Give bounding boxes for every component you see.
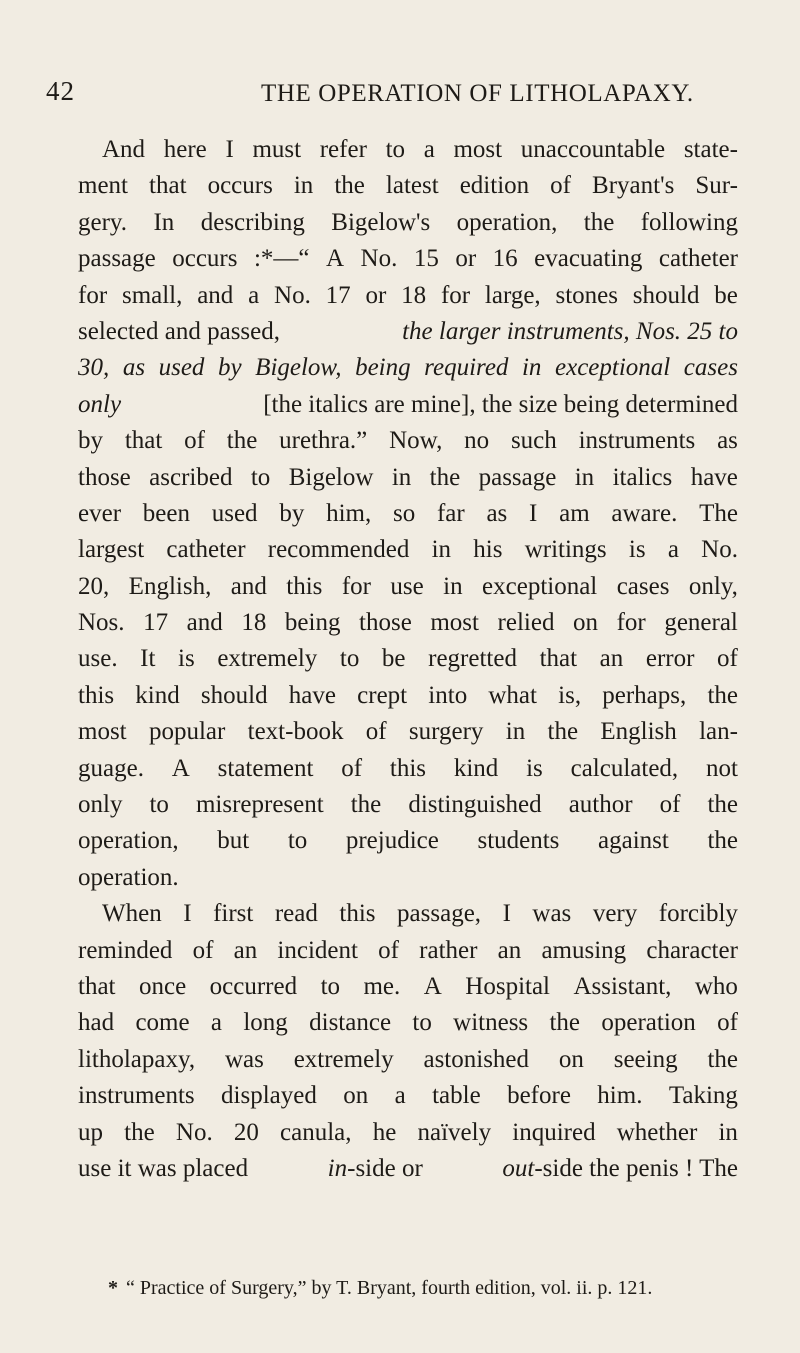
- word: him.: [597, 1082, 643, 1110]
- word: in: [293, 172, 314, 200]
- word: this: [389, 754, 427, 782]
- word: before: [507, 1082, 571, 1110]
- word: read: [274, 900, 318, 928]
- word: the: [124, 1118, 155, 1146]
- word: or: [365, 281, 387, 309]
- text-segment: selected and passed,: [78, 317, 281, 345]
- word: a: [667, 536, 679, 564]
- word: as: [122, 354, 146, 382]
- word: misrepresent: [195, 791, 324, 819]
- word: largest: [78, 536, 145, 564]
- word: operation,: [456, 208, 558, 236]
- word: kind: [453, 754, 499, 782]
- word: relied: [497, 609, 555, 637]
- word: that: [124, 427, 163, 455]
- word: of: [378, 936, 399, 964]
- word: 18: [241, 609, 267, 637]
- word: been: [142, 499, 190, 527]
- text-line: [78, 350, 738, 386]
- word: and: [230, 572, 267, 600]
- word: A: [423, 972, 442, 1000]
- word: in: [505, 718, 526, 746]
- word: catheter: [658, 245, 738, 273]
- word: in: [718, 1118, 738, 1146]
- word: It: [140, 645, 156, 673]
- word: most: [453, 136, 503, 163]
- text-line: [78, 460, 738, 496]
- word: no: [464, 427, 490, 455]
- word: an: [599, 645, 624, 673]
- word: English,: [128, 572, 212, 600]
- text-line: [78, 1115, 738, 1151]
- word: that: [78, 972, 116, 1000]
- word: English: [600, 718, 677, 746]
- word: long: [243, 1009, 288, 1037]
- word: following: [640, 208, 738, 236]
- word: No.: [274, 281, 311, 309]
- word: had: [78, 1009, 115, 1037]
- word: witness: [453, 1009, 529, 1037]
- word: Assistant,: [573, 972, 672, 1000]
- word: should: [200, 681, 268, 709]
- italic-segment: out: [502, 1154, 535, 1182]
- word: distance: [309, 1009, 392, 1037]
- text-line: [78, 714, 738, 750]
- word: and: [186, 609, 223, 637]
- word: to: [339, 645, 360, 673]
- word: ever: [78, 499, 122, 527]
- word: such: [510, 427, 557, 455]
- word: Nos.: [78, 609, 125, 637]
- word: passage,: [397, 900, 482, 928]
- running-title: THE OPERATION OF LITHOLAPAXY.: [261, 80, 694, 107]
- text-line: [78, 132, 738, 168]
- text-segment: [the italics are mine], the size being determined: [263, 390, 738, 418]
- word: Taking: [668, 1082, 738, 1110]
- word: an: [497, 936, 522, 964]
- word: extremely: [217, 645, 318, 673]
- word: of: [365, 718, 387, 746]
- word: up: [78, 1118, 103, 1146]
- word: unaccountable: [520, 136, 666, 163]
- word: When: [102, 900, 162, 928]
- word: the: [707, 827, 738, 855]
- word: ascribed: [149, 463, 233, 491]
- word: 16: [492, 245, 518, 273]
- footnote: [108, 1277, 758, 1300]
- word: 20: [233, 1118, 259, 1146]
- word: rather: [419, 936, 478, 964]
- word: And: [102, 136, 146, 163]
- text-line: [78, 278, 738, 314]
- word: calculated,: [570, 754, 679, 782]
- word: I: [502, 900, 511, 928]
- body-text: [78, 132, 738, 1187]
- word: the: [707, 791, 738, 819]
- word: of: [550, 172, 571, 200]
- text-segment: [502, 1151, 738, 1187]
- word: litholapaxy,: [78, 1045, 196, 1073]
- word: perhaps,: [602, 681, 687, 709]
- word: ment: [78, 172, 128, 200]
- word: be: [381, 645, 406, 673]
- word: reminded: [78, 936, 173, 964]
- text-line: [78, 314, 738, 350]
- word: to: [412, 1009, 432, 1037]
- word: this: [286, 572, 323, 600]
- word: so: [392, 499, 416, 527]
- word: that: [149, 172, 187, 200]
- text-segment: -side or: [347, 1154, 423, 1182]
- word: who: [694, 972, 738, 1000]
- word: as: [717, 427, 738, 455]
- italic-segment: only: [78, 390, 122, 418]
- text-line: [78, 1078, 738, 1114]
- text-line: [78, 751, 738, 787]
- word: regretted: [428, 645, 517, 673]
- word: the: [334, 172, 365, 200]
- word: The: [699, 499, 738, 527]
- word: students: [477, 827, 560, 855]
- word: of: [184, 427, 205, 455]
- word: those: [78, 463, 131, 491]
- word: the: [547, 718, 579, 746]
- word: 17: [325, 281, 351, 309]
- text-segment: [328, 1151, 423, 1187]
- word: a: [423, 136, 435, 163]
- word: passage: [78, 245, 156, 273]
- word: general: [664, 609, 738, 637]
- word: is: [526, 754, 543, 782]
- word: most: [78, 718, 127, 746]
- text-line: [78, 496, 738, 532]
- word: No.: [701, 536, 738, 564]
- word: displayed: [221, 1082, 317, 1110]
- word: he: [372, 1118, 397, 1146]
- word: his: [473, 536, 503, 564]
- word: occurs: [207, 172, 273, 200]
- word: latest: [385, 172, 439, 200]
- word: Hospital: [465, 972, 550, 1000]
- word: was: [224, 1045, 264, 1073]
- word: stones: [555, 281, 618, 309]
- word: Bigelow's: [331, 208, 431, 236]
- word: text-book: [247, 718, 344, 746]
- word: seeing: [613, 1045, 678, 1073]
- word: writings: [524, 536, 607, 564]
- page-number: 42: [46, 76, 75, 106]
- word: forcibly: [658, 900, 738, 928]
- word: on: [343, 1082, 369, 1110]
- word: Sur-: [695, 172, 738, 200]
- word: small,: [121, 281, 183, 309]
- word: crept: [357, 681, 408, 709]
- word: of: [659, 791, 681, 819]
- word: naïvely: [417, 1118, 492, 1146]
- word: exceptional: [482, 572, 598, 600]
- text-line: [78, 569, 738, 605]
- text-line: [78, 1005, 738, 1041]
- text-line: [78, 423, 738, 459]
- text-line: [78, 1042, 738, 1078]
- word: to: [250, 463, 271, 491]
- text-line: [78, 896, 738, 932]
- text-segment: use it was placed: [78, 1154, 249, 1182]
- word: surgery: [408, 718, 484, 746]
- word: a: [248, 281, 260, 309]
- text-line: [78, 532, 738, 568]
- word: come: [135, 1009, 190, 1037]
- word: 30,: [78, 354, 110, 382]
- word: in: [391, 463, 412, 491]
- word: used: [158, 354, 205, 382]
- text-line: [78, 241, 738, 277]
- word: an: [233, 936, 258, 964]
- italic-segment: the larger instruments, Nos. 25 to: [402, 317, 738, 345]
- word: guage.: [78, 754, 144, 782]
- word: statement: [217, 754, 314, 782]
- word: state-: [683, 136, 738, 163]
- word: a: [394, 1082, 406, 1110]
- word: once: [138, 972, 187, 1000]
- word: the: [429, 463, 461, 491]
- word: the: [583, 208, 615, 236]
- footnote-mark: *: [108, 1277, 118, 1299]
- word: is: [178, 645, 195, 673]
- word: 17: [143, 609, 169, 637]
- word: to: [320, 972, 341, 1000]
- word: by: [279, 499, 305, 527]
- word: to: [149, 791, 169, 819]
- word: extremely: [293, 1045, 394, 1073]
- word: passage: [478, 463, 557, 491]
- word: cases: [683, 354, 738, 382]
- word: but: [217, 827, 250, 855]
- text-line: [78, 205, 738, 241]
- word: incident: [277, 936, 358, 964]
- word: Now,: [389, 427, 443, 455]
- text-line: [78, 605, 738, 641]
- word: and: [197, 281, 234, 309]
- word: No.: [360, 245, 398, 273]
- word: italics: [612, 463, 673, 491]
- word: am: [559, 499, 590, 527]
- word: I: [225, 136, 234, 163]
- word: canula,: [280, 1118, 352, 1146]
- page-header: [38, 76, 768, 110]
- word: of: [341, 754, 363, 782]
- word: against: [598, 827, 669, 855]
- word: A: [326, 245, 345, 273]
- word: author: [568, 791, 633, 819]
- word: refer: [319, 136, 367, 163]
- word: in: [574, 463, 595, 491]
- word: into: [428, 681, 468, 709]
- word: very: [592, 900, 638, 928]
- word: the: [707, 681, 738, 709]
- word: not: [706, 754, 738, 782]
- text-segment: -side the penis ! The: [534, 1154, 738, 1182]
- footnote-text: “ Practice of Surgery,” by T. Bryant, fourth edition, vol. ii. p. 121.: [126, 1277, 653, 1299]
- word: was: [532, 900, 572, 928]
- word: only,: [688, 572, 738, 600]
- word: be: [714, 281, 738, 309]
- word: :*—“: [253, 245, 310, 273]
- word: have: [690, 463, 738, 491]
- word: recommended: [267, 536, 410, 564]
- word: being: [284, 609, 341, 637]
- word: gery.: [78, 208, 128, 236]
- word: kind: [135, 681, 180, 709]
- word: popular: [148, 718, 226, 746]
- word: In: [153, 208, 175, 236]
- text-line: [78, 387, 738, 423]
- text-line: [78, 641, 738, 677]
- word: exceptional: [555, 354, 671, 382]
- word: occurs: [172, 245, 238, 273]
- word: in: [443, 572, 463, 600]
- word: on: [558, 1045, 584, 1073]
- word: what: [488, 681, 537, 709]
- word: for: [341, 572, 371, 600]
- word: as: [486, 499, 508, 527]
- word: whether: [616, 1118, 698, 1146]
- text-line: [78, 969, 738, 1005]
- word: error: [645, 645, 695, 673]
- word: of: [717, 645, 738, 673]
- word: A: [171, 754, 190, 782]
- word: lan-: [699, 718, 738, 746]
- word: operation: [601, 1009, 696, 1037]
- word: me.: [363, 972, 401, 1000]
- word: only: [78, 791, 123, 819]
- word: instruments: [578, 427, 696, 455]
- text-line: [78, 823, 738, 859]
- word: 15: [413, 245, 439, 273]
- word: evacuating: [534, 245, 643, 273]
- word: of: [192, 936, 214, 964]
- word: astonished: [423, 1045, 530, 1073]
- word: him,: [326, 499, 372, 527]
- word: describing: [200, 208, 305, 236]
- word: or: [455, 245, 477, 273]
- word: urethra.”: [279, 427, 368, 455]
- word: distinguished: [408, 791, 542, 819]
- text-line: [78, 860, 738, 896]
- word: table: [432, 1082, 481, 1110]
- word: here: [163, 136, 207, 163]
- word: by: [218, 354, 242, 382]
- word: to: [287, 827, 308, 855]
- word: for: [440, 281, 471, 309]
- word: the: [226, 427, 258, 455]
- word: Bigelow,: [255, 354, 342, 382]
- word: operation,: [78, 827, 179, 855]
- word: 18: [401, 281, 427, 309]
- text-segment: operation.: [78, 863, 179, 891]
- word: in: [431, 536, 452, 564]
- word: instruments: [78, 1082, 195, 1110]
- word: amusing: [541, 936, 627, 964]
- word: occurred: [209, 972, 298, 1000]
- word: far: [436, 499, 465, 527]
- word: used: [211, 499, 258, 527]
- word: the: [350, 791, 382, 819]
- word: this: [78, 681, 115, 709]
- word: this: [339, 900, 376, 928]
- word: is,: [558, 681, 582, 709]
- word: should: [632, 281, 700, 309]
- word: in: [521, 354, 542, 382]
- word: is: [628, 536, 646, 564]
- word: of: [717, 1009, 738, 1037]
- word: by: [78, 427, 103, 455]
- word: those: [359, 609, 412, 637]
- word: inquired: [512, 1118, 596, 1146]
- word: cases: [616, 572, 670, 600]
- word: No.: [175, 1118, 213, 1146]
- word: being: [355, 354, 411, 382]
- text-line: [78, 678, 738, 714]
- italic-segment: in: [327, 1154, 348, 1182]
- word: character: [646, 936, 738, 964]
- text-line: [78, 1151, 738, 1187]
- word: I: [183, 900, 192, 928]
- text-line: [78, 933, 738, 969]
- text-line: [78, 168, 738, 204]
- word: first: [213, 900, 254, 928]
- word: use.: [78, 645, 118, 673]
- word: the: [707, 1045, 738, 1073]
- word: to: [385, 136, 406, 163]
- word: must: [252, 136, 302, 163]
- word: I: [529, 499, 538, 527]
- word: on: [573, 609, 599, 637]
- word: use: [390, 572, 424, 600]
- word: for: [616, 609, 646, 637]
- word: Bigelow: [288, 463, 374, 491]
- word: edition: [459, 172, 530, 200]
- word: catheter: [166, 536, 246, 564]
- word: large,: [484, 281, 541, 309]
- word: most: [430, 609, 479, 637]
- word: 20,: [78, 572, 110, 600]
- word: Bryant's: [592, 172, 675, 200]
- word: the: [549, 1009, 581, 1037]
- word: a: [210, 1009, 223, 1037]
- text-line: [78, 787, 738, 823]
- word: that: [539, 645, 578, 673]
- word: have: [288, 681, 336, 709]
- word: aware.: [611, 499, 678, 527]
- word: for: [78, 281, 108, 309]
- word: required: [424, 354, 509, 382]
- word: prejudice: [345, 827, 439, 855]
